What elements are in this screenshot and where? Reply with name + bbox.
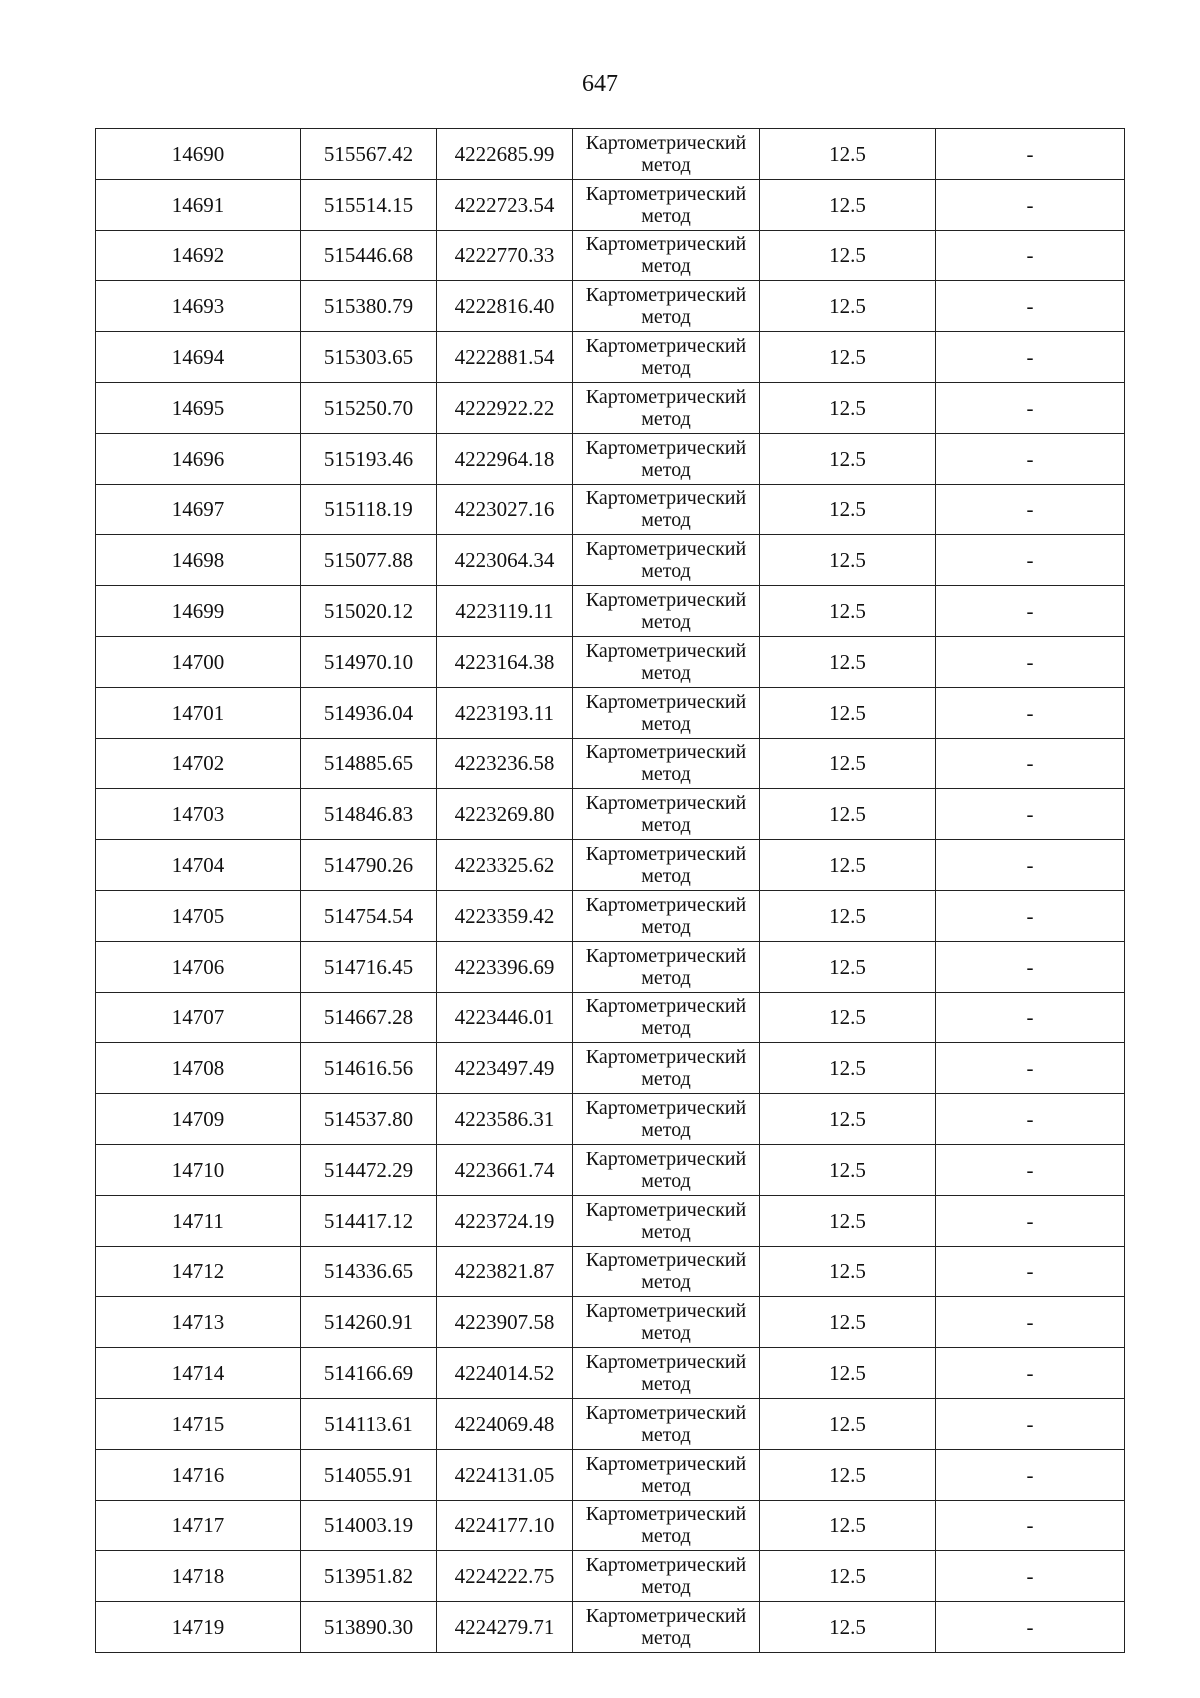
method-line-1: Картометрический (585, 1300, 747, 1323)
table-row (96, 129, 1125, 180)
description-cell: - (936, 433, 1125, 484)
point-number-cell: 14714 (96, 1348, 301, 1399)
description-cell: - (936, 840, 1125, 891)
table-row (96, 586, 1125, 637)
description-cell: - (936, 636, 1125, 687)
table-row (96, 332, 1125, 383)
description-cell: - (936, 1195, 1125, 1246)
method-line-2: метод (641, 1322, 691, 1345)
x-coordinate-cell: 514754.54 (301, 890, 437, 941)
description-cell: - (936, 1551, 1125, 1602)
method-cell (573, 1348, 760, 1399)
table-row (96, 179, 1125, 230)
method-cell (573, 433, 760, 484)
method-line-1: Картометрический (585, 690, 747, 713)
method-line-2: метод (641, 1220, 691, 1243)
method-cell (573, 1144, 760, 1195)
x-coordinate-cell: 515446.68 (301, 230, 437, 281)
method-cell (573, 535, 760, 586)
description-cell: - (936, 1398, 1125, 1449)
accuracy-cell: 12.5 (760, 840, 936, 891)
description-cell: - (936, 281, 1125, 332)
method-line-1: Картометрический (585, 893, 747, 916)
page-number: 647 (582, 71, 618, 97)
y-coordinate-cell: 4223907.58 (437, 1297, 573, 1348)
point-number-cell: 14703 (96, 789, 301, 840)
method-line-1: Картометрический (585, 1249, 747, 1272)
method-line-2: метод (641, 1576, 691, 1599)
y-coordinate-cell: 4223586.31 (437, 1094, 573, 1145)
description-cell: - (936, 382, 1125, 433)
method-cell (573, 1602, 760, 1653)
accuracy-cell: 12.5 (760, 992, 936, 1043)
accuracy-cell: 12.5 (760, 535, 936, 586)
method-line-1: Картометрический (585, 1554, 747, 1577)
y-coordinate-cell: 4224279.71 (437, 1602, 573, 1653)
table-row (96, 1297, 1125, 1348)
accuracy-cell: 12.5 (760, 1246, 936, 1297)
method-line-1: Картометрический (585, 182, 747, 205)
method-line-1: Картометрический (585, 335, 747, 358)
accuracy-cell: 12.5 (760, 1144, 936, 1195)
table-row (96, 890, 1125, 941)
x-coordinate-cell: 515020.12 (301, 586, 437, 637)
table-row (96, 484, 1125, 535)
method-cell (573, 1398, 760, 1449)
table-row (96, 1195, 1125, 1246)
method-line-2: метод (641, 204, 691, 227)
x-coordinate-cell: 515077.88 (301, 535, 437, 586)
description-cell: - (936, 992, 1125, 1043)
x-coordinate-cell: 515118.19 (301, 484, 437, 535)
accuracy-cell: 12.5 (760, 1348, 936, 1399)
point-number-cell: 14710 (96, 1144, 301, 1195)
description-cell: - (936, 1602, 1125, 1653)
point-number-cell: 14719 (96, 1602, 301, 1653)
method-line-2: метод (641, 712, 691, 735)
method-line-2: метод (641, 1017, 691, 1040)
accuracy-cell: 12.5 (760, 1094, 936, 1145)
x-coordinate-cell: 514936.04 (301, 687, 437, 738)
point-number-cell: 14696 (96, 433, 301, 484)
accuracy-cell: 12.5 (760, 230, 936, 281)
method-line-2: метод (641, 1525, 691, 1548)
method-line-2: метод (641, 1068, 691, 1091)
point-number-cell: 14715 (96, 1398, 301, 1449)
accuracy-cell: 12.5 (760, 687, 936, 738)
point-number-cell: 14704 (96, 840, 301, 891)
x-coordinate-cell: 515567.42 (301, 129, 437, 180)
table-row (96, 382, 1125, 433)
y-coordinate-cell: 4222816.40 (437, 281, 573, 332)
accuracy-cell: 12.5 (760, 1297, 936, 1348)
method-cell (573, 129, 760, 180)
table-row (96, 1144, 1125, 1195)
description-cell: - (936, 1246, 1125, 1297)
method-cell (573, 332, 760, 383)
table-row (96, 1602, 1125, 1653)
description-cell: - (936, 484, 1125, 535)
point-number-cell: 14706 (96, 941, 301, 992)
description-cell: - (936, 890, 1125, 941)
table-row (96, 230, 1125, 281)
method-line-1: Картометрический (585, 944, 747, 967)
y-coordinate-cell: 4223164.38 (437, 636, 573, 687)
point-number-cell: 14713 (96, 1297, 301, 1348)
x-coordinate-cell: 514716.45 (301, 941, 437, 992)
point-number-cell: 14712 (96, 1246, 301, 1297)
method-cell (573, 687, 760, 738)
x-coordinate-cell: 515514.15 (301, 179, 437, 230)
accuracy-cell: 12.5 (760, 1500, 936, 1551)
x-coordinate-cell: 514472.29 (301, 1144, 437, 1195)
description-cell: - (936, 738, 1125, 789)
method-line-1: Картометрический (585, 1503, 747, 1526)
method-line-1: Картометрический (585, 1452, 747, 1475)
method-cell (573, 636, 760, 687)
point-number-cell: 14708 (96, 1043, 301, 1094)
x-coordinate-cell: 514667.28 (301, 992, 437, 1043)
y-coordinate-cell: 4223661.74 (437, 1144, 573, 1195)
method-cell (573, 1246, 760, 1297)
x-coordinate-cell: 514113.61 (301, 1398, 437, 1449)
y-coordinate-cell: 4222964.18 (437, 433, 573, 484)
method-line-1: Картометрический (585, 385, 747, 408)
description-cell: - (936, 1094, 1125, 1145)
point-number-cell: 14693 (96, 281, 301, 332)
table-row (96, 789, 1125, 840)
x-coordinate-cell: 514846.83 (301, 789, 437, 840)
point-number-cell: 14700 (96, 636, 301, 687)
x-coordinate-cell: 514336.65 (301, 1246, 437, 1297)
method-line-1: Картометрический (585, 843, 747, 866)
point-number-cell: 14707 (96, 992, 301, 1043)
method-line-2: метод (641, 1271, 691, 1294)
point-number-cell: 14705 (96, 890, 301, 941)
point-number-cell: 14718 (96, 1551, 301, 1602)
y-coordinate-cell: 4223497.49 (437, 1043, 573, 1094)
method-cell (573, 1297, 760, 1348)
description-cell: - (936, 1449, 1125, 1500)
method-line-2: метод (641, 1373, 691, 1396)
y-coordinate-cell: 4223359.42 (437, 890, 573, 941)
description-cell: - (936, 535, 1125, 586)
description-cell: - (936, 941, 1125, 992)
table-row (96, 1449, 1125, 1500)
y-coordinate-cell: 4224014.52 (437, 1348, 573, 1399)
method-line-1: Картометрический (585, 639, 747, 662)
table-row (96, 636, 1125, 687)
method-line-2: метод (641, 915, 691, 938)
accuracy-cell: 12.5 (760, 382, 936, 433)
point-number-cell: 14690 (96, 129, 301, 180)
x-coordinate-cell: 514055.91 (301, 1449, 437, 1500)
x-coordinate-cell: 514166.69 (301, 1348, 437, 1399)
method-line-1: Картометрический (585, 741, 747, 764)
y-coordinate-cell: 4224177.10 (437, 1500, 573, 1551)
coordinates-table-body (96, 129, 1125, 1653)
point-number-cell: 14699 (96, 586, 301, 637)
method-line-1: Картометрический (585, 1147, 747, 1170)
method-line-1: Картометрический (585, 792, 747, 815)
accuracy-cell: 12.5 (760, 941, 936, 992)
table-row (96, 687, 1125, 738)
table-row (96, 1500, 1125, 1551)
accuracy-cell: 12.5 (760, 332, 936, 383)
description-cell: - (936, 1500, 1125, 1551)
x-coordinate-cell: 514003.19 (301, 1500, 437, 1551)
method-cell (573, 1043, 760, 1094)
accuracy-cell: 12.5 (760, 1195, 936, 1246)
x-coordinate-cell: 515193.46 (301, 433, 437, 484)
method-line-1: Картометрический (585, 284, 747, 307)
accuracy-cell: 12.5 (760, 129, 936, 180)
table-row (96, 535, 1125, 586)
method-line-2: метод (641, 357, 691, 380)
x-coordinate-cell: 515250.70 (301, 382, 437, 433)
method-line-2: метод (641, 611, 691, 634)
x-coordinate-cell: 515303.65 (301, 332, 437, 383)
table-row (96, 433, 1125, 484)
method-line-2: метод (641, 1119, 691, 1142)
method-cell (573, 941, 760, 992)
accuracy-cell: 12.5 (760, 1602, 936, 1653)
method-cell (573, 1551, 760, 1602)
description-cell: - (936, 1144, 1125, 1195)
y-coordinate-cell: 4224222.75 (437, 1551, 573, 1602)
method-cell (573, 230, 760, 281)
method-line-2: метод (641, 1627, 691, 1649)
y-coordinate-cell: 4223821.87 (437, 1246, 573, 1297)
accuracy-cell: 12.5 (760, 1551, 936, 1602)
y-coordinate-cell: 4222881.54 (437, 332, 573, 383)
method-line-2: метод (641, 255, 691, 278)
accuracy-cell: 12.5 (760, 890, 936, 941)
x-coordinate-cell: 513951.82 (301, 1551, 437, 1602)
accuracy-cell: 12.5 (760, 586, 936, 637)
method-cell (573, 789, 760, 840)
y-coordinate-cell: 4224131.05 (437, 1449, 573, 1500)
method-cell (573, 738, 760, 789)
accuracy-cell: 12.5 (760, 738, 936, 789)
method-line-1: Картометрический (585, 487, 747, 510)
method-cell (573, 484, 760, 535)
point-number-cell: 14691 (96, 179, 301, 230)
description-cell: - (936, 1297, 1125, 1348)
method-cell (573, 281, 760, 332)
description-cell: - (936, 687, 1125, 738)
y-coordinate-cell: 4223064.34 (437, 535, 573, 586)
method-line-2: метод (641, 763, 691, 786)
accuracy-cell: 12.5 (760, 789, 936, 840)
y-coordinate-cell: 4223396.69 (437, 941, 573, 992)
table-row (96, 941, 1125, 992)
table-row (96, 281, 1125, 332)
description-cell: - (936, 332, 1125, 383)
method-line-1: Картометрический (585, 1401, 747, 1424)
point-number-cell: 14695 (96, 382, 301, 433)
method-cell (573, 179, 760, 230)
method-line-2: метод (641, 306, 691, 329)
y-coordinate-cell: 4224069.48 (437, 1398, 573, 1449)
description-cell: - (936, 230, 1125, 281)
table-row (96, 840, 1125, 891)
x-coordinate-cell: 514790.26 (301, 840, 437, 891)
method-cell (573, 1094, 760, 1145)
accuracy-cell: 12.5 (760, 179, 936, 230)
y-coordinate-cell: 4223119.11 (437, 586, 573, 637)
method-line-1: Картометрический (585, 1351, 747, 1374)
method-line-2: метод (641, 458, 691, 481)
method-cell (573, 1195, 760, 1246)
y-coordinate-cell: 4222685.99 (437, 129, 573, 180)
description-cell: - (936, 789, 1125, 840)
method-line-1: Картометрический (585, 1097, 747, 1120)
method-line-1: Картометрический (585, 131, 747, 154)
method-cell (573, 382, 760, 433)
accuracy-cell: 12.5 (760, 1043, 936, 1094)
method-line-1: Картометрический (585, 589, 747, 612)
method-line-1: Картометрический (585, 233, 747, 256)
method-line-1: Картометрический (585, 995, 747, 1018)
x-coordinate-cell: 514537.80 (301, 1094, 437, 1145)
accuracy-cell: 12.5 (760, 281, 936, 332)
description-cell: - (936, 129, 1125, 180)
method-cell (573, 890, 760, 941)
table-row (96, 992, 1125, 1043)
method-line-2: метод (641, 153, 691, 176)
method-cell (573, 1449, 760, 1500)
description-cell: - (936, 179, 1125, 230)
table-row (96, 1348, 1125, 1399)
y-coordinate-cell: 4222922.22 (437, 382, 573, 433)
accuracy-cell: 12.5 (760, 1398, 936, 1449)
y-coordinate-cell: 4222723.54 (437, 179, 573, 230)
point-number-cell: 14694 (96, 332, 301, 383)
x-coordinate-cell: 514260.91 (301, 1297, 437, 1348)
y-coordinate-cell: 4222770.33 (437, 230, 573, 281)
description-cell: - (936, 1043, 1125, 1094)
description-cell: - (936, 1348, 1125, 1399)
y-coordinate-cell: 4223446.01 (437, 992, 573, 1043)
method-line-2: метод (641, 966, 691, 989)
coordinates-table (95, 128, 1125, 1653)
accuracy-cell: 12.5 (760, 433, 936, 484)
table-row (96, 1551, 1125, 1602)
method-line-2: метод (641, 1169, 691, 1192)
accuracy-cell: 12.5 (760, 1449, 936, 1500)
method-line-2: метод (641, 661, 691, 684)
y-coordinate-cell: 4223325.62 (437, 840, 573, 891)
method-line-1: Картометрический (585, 538, 747, 561)
x-coordinate-cell: 514417.12 (301, 1195, 437, 1246)
point-number-cell: 14692 (96, 230, 301, 281)
method-cell (573, 840, 760, 891)
method-cell (573, 1500, 760, 1551)
y-coordinate-cell: 4223236.58 (437, 738, 573, 789)
method-line-2: метод (641, 407, 691, 430)
x-coordinate-cell: 514885.65 (301, 738, 437, 789)
point-number-cell: 14711 (96, 1195, 301, 1246)
accuracy-cell: 12.5 (760, 484, 936, 535)
table-row (96, 1043, 1125, 1094)
point-number-cell: 14698 (96, 535, 301, 586)
method-line-1: Картометрический (585, 1046, 747, 1069)
x-coordinate-cell: 515380.79 (301, 281, 437, 332)
point-number-cell: 14709 (96, 1094, 301, 1145)
method-line-1: Картометрический (585, 1198, 747, 1221)
method-line-2: метод (641, 1474, 691, 1497)
accuracy-cell: 12.5 (760, 636, 936, 687)
table-row (96, 1246, 1125, 1297)
y-coordinate-cell: 4223269.80 (437, 789, 573, 840)
x-coordinate-cell: 514970.10 (301, 636, 437, 687)
method-line-2: метод (641, 814, 691, 837)
method-line-1: Картометрический (585, 436, 747, 459)
method-line-2: метод (641, 560, 691, 583)
method-line-2: метод (641, 865, 691, 888)
method-line-1: Картометрический (585, 1605, 747, 1627)
x-coordinate-cell: 513890.30 (301, 1602, 437, 1653)
point-number-cell: 14702 (96, 738, 301, 789)
table-row (96, 738, 1125, 789)
method-line-2: метод (641, 509, 691, 532)
table-row (96, 1398, 1125, 1449)
point-number-cell: 14701 (96, 687, 301, 738)
x-coordinate-cell: 514616.56 (301, 1043, 437, 1094)
method-cell (573, 586, 760, 637)
y-coordinate-cell: 4223193.11 (437, 687, 573, 738)
description-cell: - (936, 586, 1125, 637)
y-coordinate-cell: 4223027.16 (437, 484, 573, 535)
method-cell (573, 992, 760, 1043)
table-row (96, 1094, 1125, 1145)
point-number-cell: 14717 (96, 1500, 301, 1551)
point-number-cell: 14716 (96, 1449, 301, 1500)
method-line-2: метод (641, 1423, 691, 1446)
point-number-cell: 14697 (96, 484, 301, 535)
y-coordinate-cell: 4223724.19 (437, 1195, 573, 1246)
